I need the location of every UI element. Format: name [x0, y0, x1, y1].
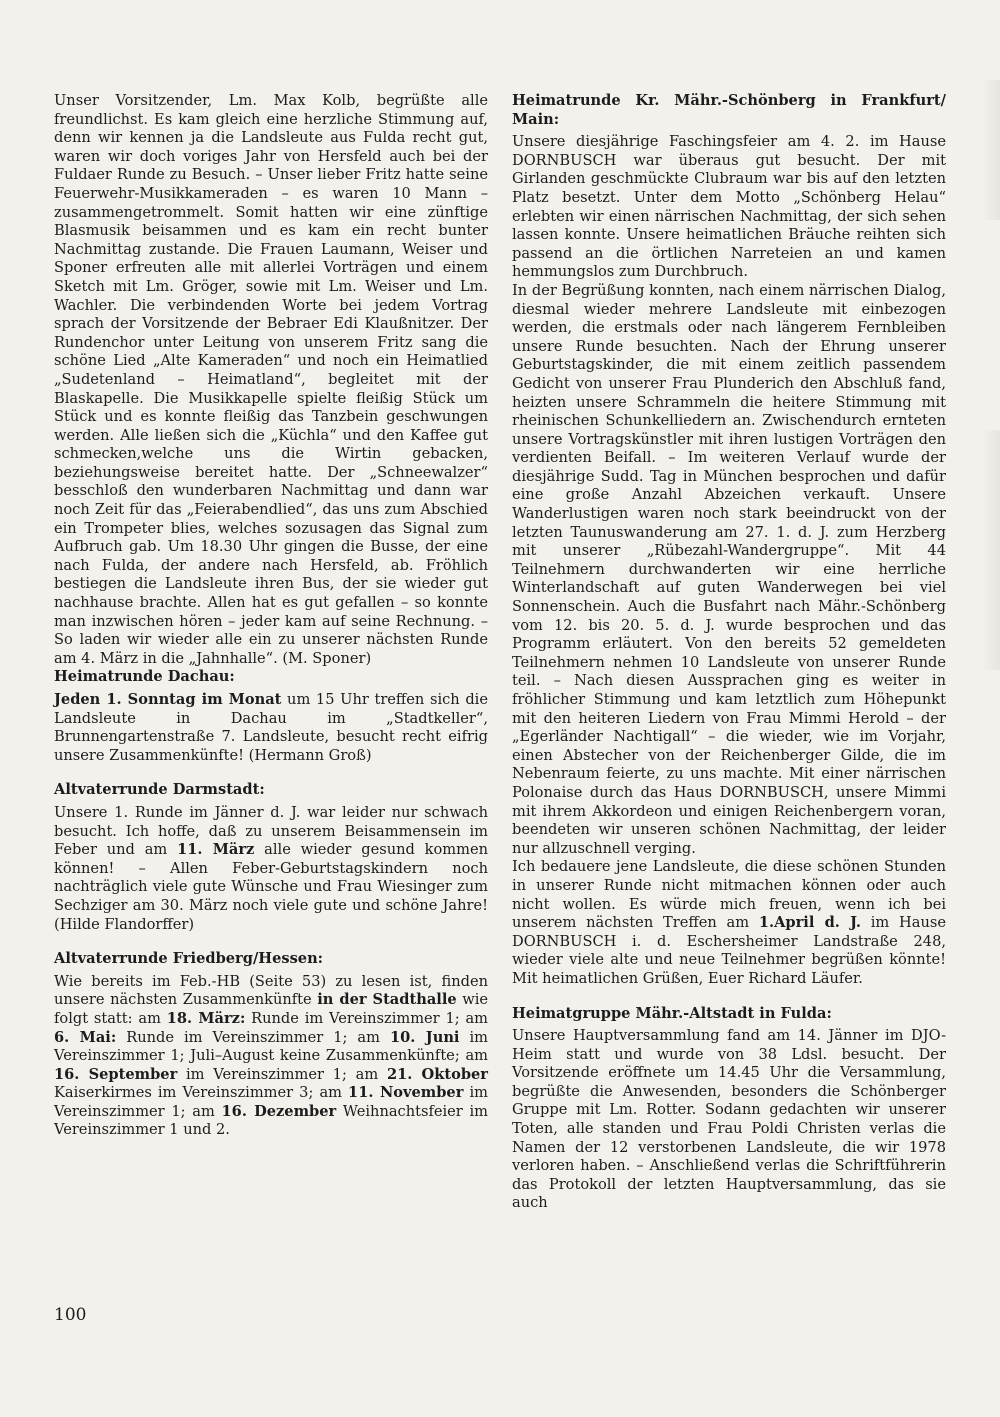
section-heading-friedberg: Altvaterrunde Friedberg/Hessen:	[54, 950, 324, 968]
text-run: Runde im Vereinszimmer 1; am	[116, 1028, 390, 1046]
text-run: Runde im Vereinszimmer 1; am	[245, 1009, 488, 1027]
text-run: Wie bereits im Feb.-HB (Seite 53) zu lesen ist, finden unsere nächsten Zusammenkünfte	[54, 972, 488, 1009]
bold-run: 11. November	[348, 1084, 464, 1102]
text-run: im Vereinszimmer 1; am	[177, 1065, 387, 1083]
section-heading-darmstadt: Altvaterrunde Darmstadt:	[54, 781, 265, 799]
section-text-darmstadt	[54, 804, 488, 934]
bold-run: 21. Oktober	[386, 1065, 488, 1083]
section-text-dachau	[54, 691, 488, 765]
bold-run: 16. Dezember	[221, 1102, 337, 1120]
bold-run: 10. Juni	[389, 1028, 460, 1046]
text-run: alle wieder gesund kommen können! – Allen Feber-Geburtstagskindern noch nachträglich viele gute Wünsche und Frau Wiesinger zum Sechziger am 30. März noch viele gute und schöne Jahre! (Hilde Flandorffer)	[54, 841, 488, 933]
bold-run: 18. März:	[166, 1009, 246, 1027]
bleed-through-shadow	[982, 430, 1000, 670]
text-run: Unsere 1. Runde im Jänner d. J. war leider nur schwach besucht. Ich hoffe, daß zu unserem Beisammensein im Feber und am	[54, 803, 488, 859]
text-run: im Hause DORNBUSCH i. d. Eschersheimer Landstraße 248, wieder viele alte und neue Teilnehmer begrüßen könnte! Mit heimatlichen Grüßen, Euer Richard Läufer.	[512, 914, 946, 987]
bold-run: in der Stadthalle	[317, 991, 457, 1009]
bold-run: 16. September	[54, 1065, 178, 1083]
section-heading-frankfurt: Heimatrunde Kr. Mähr.-Schönberg in Frankfurt/ Main:	[512, 92, 946, 128]
bold-run: 1.April d. J.	[758, 914, 861, 932]
section-paragraph: In der Begrüßung konnten, nach einem närrischen Dialog, diesmal wieder mehrere Landsleute mit einbezogen werden, die erstmals oder nach längerem Fernbleiben unsere Runde besuchten. Nach der Ehrung unserer Geburtstagskinder, die mit einem zeitlich passendem Gedicht von unserer Frau Plunderich den Abschluß fand, heizten unsere Schrammeln die heitere Stimmung mit rheinischen Schunkelliedern an. Zwischendurch ernteten unsere Vortragskünstler mit ihren lustigen Vorträgen den verdienten Beifall. – Im weiteren Verlauf wurde der diesjährige Sudd. Tag in München besprochen und dafür eine große Anzahl Abzeichen verkauft. Unsere Wanderlustigen waren noch stark beeindruckt von der letzten Taunuswanderung am 27. 1. d. J. zum Herzberg mit unserer „Rübezahl-Wandergruppe“. Mit 44 Teilnehmern durchwanderten wir eine herrliche Winterlandschaft auf guten Wanderwegen bei viel Sonnenschein. Auch die Busfahrt nach Mähr.-Schönberg vom 12. bis 20. 5. d. J. wurde besprochen und das Programm erläutert. Von den bereits 52 gemeldeten Teilnehmern nehmen 10 Landsleute von unserer Runde teil. – Nach diesen Aussprachen ging es weiter in fröhlicher Stimmung und kam letztlich zum Höhepunkt mit den heiteren Liedern von Frau Mimmi Herold – der „Egerländer Nachtigall“ – die wieder, wie im Vorjahr, einen Abstecher von der Reichenberger Gilde, die im Nebenraum feierte, zu uns machte. Mit einer närrischen Polonaise durch das Haus DORNBUSCH, unsere Mimmi mit ihrem Akkordeon und einigen Reichenbergern voran, beendeten wir unseren schönen Nachmittag, der leider nur allzuschnell verging.	[512, 281, 946, 857]
left-column	[54, 92, 488, 1156]
text-run: um 15 Uhr treffen sich die Landsleute in Dachau im „Stadtkeller“, Brunnengartenstraße 7. Landsleute, besucht recht eifrig unsere Zusammenkünfte! (Hermann Groß)	[54, 691, 488, 764]
text-run: Weihnachtsfeier im Vereinszimmer 1 und 2.	[54, 1102, 489, 1139]
section-text-fulda: Unsere Hauptversammlung fand am 14. Jänner im DJO-Heim statt und wurde von 38 Ldsl. besucht. Der Vorsitzende eröffnete um 14.45 Uhr die Versammlung, begrüßte die Anwesenden, besonders die Schönberger Gruppe mit Lm. Rotter. Sodann gedachten wir unserer Toten, alle standen und Frau Poldi Christen verlas die Namen der 12 verstorbenen Landsleute, die wir 1978 verloren haben. – Anschließend verlas die Schriftführerin das Protokoll der letzten Hauptversammlung, das sie auch	[512, 1027, 946, 1212]
section-paragraph	[512, 858, 946, 988]
section-frankfurt	[512, 92, 946, 989]
text-run: im Vereinszimmer 1; am	[54, 1084, 488, 1120]
section-paragraph: Unsere diesjährige Faschingsfeier am 4. 2. im Hause DORNBUSCH war überaus gut besucht. Der mit Girlanden geschmückte Clubraum war bis auf den letzten Platz besetzt. Unter dem Motto „Schönberg Helau“ erlebten wir einen närrischen Nachmittag, der sich sehen lassen konnte. Unsere heimatlichen Bräuche reihten sich passend an die örtlichen Narreteien an und kamen hemmungslos zum Durchbruch.	[512, 133, 946, 281]
page-number: 100	[54, 1305, 87, 1325]
bold-run: Jeden 1. Sonntag im Monat	[54, 691, 282, 708]
section-heading-dachau: Heimatrunde Dachau:	[54, 668, 235, 686]
section-text-friedberg	[54, 973, 488, 1140]
bold-run: 11. März	[177, 841, 255, 859]
text-run: Kaiserkirmes im Vereinszimmer 3; am	[54, 1084, 349, 1102]
section-darmstadt	[54, 781, 488, 934]
right-column	[512, 92, 946, 1229]
section-dachau	[54, 668, 488, 765]
text-run: wie folgt statt: am	[54, 991, 488, 1027]
bold-run: 6. Mai:	[54, 1028, 117, 1046]
text-run: Ich bedauere jene Landsleute, die diese schönen Stunden in unserer Runde nicht mitmachen können oder auch nicht wollen. Es würde mich freuen, wenn ich bei unserem nächsten Treffen am	[512, 858, 946, 932]
section-friedberg	[54, 950, 488, 1140]
bleed-through-shadow	[982, 80, 1000, 220]
intro-paragraph: Unser Vorsitzender, Lm. Max Kolb, begrüßte alle freundlichst. Es kam gleich eine herzliche Stimmung auf, denn wir kennen ja die Landsleute aus Fulda recht gut, waren wir doch voriges Jahr von Hersfeld auch bei der Fuldaer Runde zu Besuch. – Unser lieber Fritz hatte seine Feuerwehr-Musikkameraden – es waren 10 Mann – zusammengetrommelt. Somit hatten wir eine zünftige Blasmusik beisammen und es kam ein recht bunter Nachmittag zustande. Die Frauen Laumann, Weiser und Sponer erfreuten alle mit allerlei Vorträgen und einem Sketch mit Lm. Gröger, sowie mit Lm. Weiser und Lm. Wachler. Die verbindenden Worte bei jedem Vortrag sprach der Vorsitzende der Bebraer Edi Klaußnitzer. Der Rundenchor unter Leitung von unserem Fritz sang die schöne Lied „Alte Kameraden“ und noch ein Heimatlied „Sudetenland – Heimatland“, begleitet mit der Blaskapelle. Die Musikkapelle spielte fleißig Stück um Stück und es konnte fleißig das Tanzbein geschwungen werden. Alle ließen sich die „Küchla“ und den Kaffee gut schmecken,welche uns die Wirtin gebacken, beziehungsweise bereitet hatte. Der „Schneewalzer“ besschloß den wunderbaren Nachmittag und dann war noch Zeit für das „Feierabendlied“, das uns zum Abschied ein Trompeter blies, welches sozusagen das Signal zum Aufbruch gab. Um 18.30 Uhr gingen die Busse, der eine nach Fulda, der andere nach Hersfeld, ab. Fröhlich bestiegen die Landsleute ihren Bus, der sie wieder gut nachhause brachte. Allen hat es gut gefallen – so konnte man inzwischen hören – jeder kam auf seine Rechnung. – So laden wir wieder alle ein zu unserer nächsten Runde am 4. März in die „Jahnhalle“. (M. Sponer)	[54, 92, 488, 667]
section-heading-fulda: Heimatgruppe Mähr.-Altstadt in Fulda:	[512, 1004, 832, 1022]
section-fulda	[512, 1005, 946, 1214]
text-run: im Vereinszimmer 1; Juli–August keine Zusammenkünfte; am	[54, 1028, 489, 1065]
